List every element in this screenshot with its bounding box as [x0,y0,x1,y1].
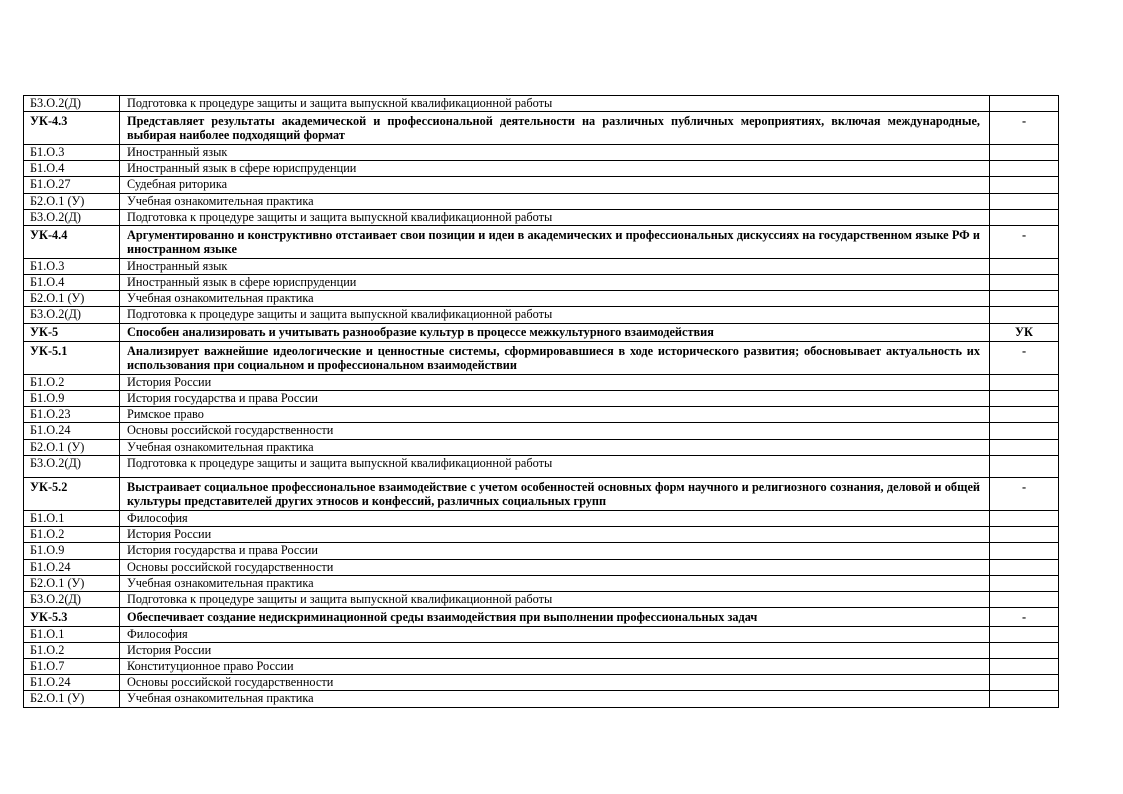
code-cell: Б1.О.24 [24,423,120,439]
code-cell: Б1.О.2 [24,642,120,658]
description-cell: Обеспечивает создание недискриминационной среды взаимодействия при выполнении профессиональных задач [120,608,990,626]
competency-row [24,342,1059,375]
mark-cell [990,675,1059,691]
description-cell: Учебная ознакомительная практика [120,291,990,307]
description-cell: Философия [120,510,990,526]
code-cell: Б3.О.2(Д) [24,455,120,477]
mark-cell [990,543,1059,559]
code-cell: Б1.О.9 [24,543,120,559]
description-cell: Учебная ознакомительная практика [120,691,990,707]
competency-row [24,608,1059,626]
code-cell: Б1.О.3 [24,258,120,274]
description-cell: Римское право [120,407,990,423]
description-cell: Иностранный язык [120,258,990,274]
description-cell: Учебная ознакомительная практика [120,439,990,455]
discipline-row [24,575,1059,591]
description-cell: История России [120,527,990,543]
mark-cell [990,275,1059,291]
description-cell: Подготовка к процедуре защиты и защита выпускной квалификационной работы [120,96,990,112]
discipline-row [24,96,1059,112]
description-cell: Иностранный язык [120,145,990,161]
discipline-row [24,559,1059,575]
mark-cell [990,209,1059,225]
mark-cell [990,559,1059,575]
description-cell: Основы российской государственности [120,559,990,575]
description-cell: Иностранный язык в сфере юриспруденции [120,161,990,177]
code-cell: Б1.О.4 [24,161,120,177]
code-cell: Б1.О.2 [24,374,120,390]
mark-cell [990,658,1059,674]
discipline-row [24,193,1059,209]
discipline-row [24,177,1059,193]
mark-cell [990,193,1059,209]
description-cell: Учебная ознакомительная практика [120,193,990,209]
description-cell: Подготовка к процедуре защиты и защита выпускной квалификационной работы [120,209,990,225]
mark-cell [990,407,1059,423]
code-cell: Б1.О.1 [24,626,120,642]
mark-cell: - [990,112,1059,145]
description-cell: Судебная риторика [120,177,990,193]
description-cell: Представляет результаты академической и профессиональной деятельности на различных публичных мероприятиях, включая международные, выбирая наиболее подходящий формат [120,112,990,145]
discipline-row [24,675,1059,691]
mark-cell [990,391,1059,407]
mark-cell: УК [990,323,1059,341]
mark-cell: - [990,608,1059,626]
discipline-row [24,291,1059,307]
mark-cell [990,161,1059,177]
description-cell: История государства и права России [120,391,990,407]
description-cell: История России [120,374,990,390]
code-cell: Б2.О.1 (У) [24,193,120,209]
code-cell: УК-5 [24,323,120,341]
code-cell: Б1.О.3 [24,145,120,161]
code-cell: УК-5.2 [24,478,120,511]
mark-cell [990,374,1059,390]
mark-cell [990,510,1059,526]
code-cell: Б1.О.1 [24,510,120,526]
discipline-row [24,658,1059,674]
code-cell: Б1.О.24 [24,559,120,575]
discipline-row [24,145,1059,161]
mark-cell [990,291,1059,307]
code-cell: Б1.О.24 [24,675,120,691]
description-cell: Иностранный язык в сфере юриспруденции [120,275,990,291]
discipline-row [24,275,1059,291]
mark-cell [990,642,1059,658]
description-cell: Анализирует важнейшие идеологические и ценностные системы, сформировавшиеся в ходе исторического развития; обосновывает актуальность их использования при социальном и профессиональном взаимодействии [120,342,990,375]
description-cell: История России [120,642,990,658]
discipline-row [24,543,1059,559]
code-cell: Б1.О.23 [24,407,120,423]
mark-cell [990,258,1059,274]
code-cell: Б1.О.2 [24,527,120,543]
discipline-row [24,374,1059,390]
mark-cell: - [990,226,1059,259]
description-cell: Конституционное право России [120,658,990,674]
mark-cell [990,626,1059,642]
discipline-row [24,407,1059,423]
mark-cell [990,439,1059,455]
competency-row [24,226,1059,259]
mark-cell [990,691,1059,707]
competency-table [23,95,1059,708]
mark-cell [990,307,1059,323]
description-cell: Философия [120,626,990,642]
description-cell: Подготовка к процедуре защиты и защита выпускной квалификационной работы [120,455,990,477]
description-cell: Основы российской государственности [120,675,990,691]
discipline-row [24,391,1059,407]
description-cell: Аргументированно и конструктивно отстаивает свои позиции и идеи в академических и профессиональных дискуссиях на государственном языке РФ и иностранном языке [120,226,990,259]
mark-cell [990,96,1059,112]
discipline-row [24,455,1059,477]
competency-table-body [24,96,1059,708]
discipline-row [24,626,1059,642]
discipline-row [24,510,1059,526]
code-cell: Б3.О.2(Д) [24,307,120,323]
code-cell: Б2.О.1 (У) [24,575,120,591]
discipline-row [24,258,1059,274]
mark-cell [990,177,1059,193]
description-cell: Основы российской государственности [120,423,990,439]
code-cell: УК-5.3 [24,608,120,626]
code-cell: Б1.О.4 [24,275,120,291]
code-cell: Б3.О.2(Д) [24,96,120,112]
discipline-row [24,591,1059,607]
mark-cell [990,455,1059,477]
code-cell: УК-5.1 [24,342,120,375]
description-cell: Подготовка к процедуре защиты и защита выпускной квалификационной работы [120,591,990,607]
code-cell: УК-4.4 [24,226,120,259]
discipline-row [24,527,1059,543]
code-cell: Б2.О.1 (У) [24,691,120,707]
mark-cell: - [990,342,1059,375]
mark-cell [990,145,1059,161]
discipline-row [24,439,1059,455]
discipline-row [24,209,1059,225]
code-cell: УК-4.3 [24,112,120,145]
discipline-row [24,423,1059,439]
code-cell: Б1.О.9 [24,391,120,407]
code-cell: Б3.О.2(Д) [24,209,120,225]
competency-row [24,323,1059,341]
discipline-row [24,691,1059,707]
discipline-row [24,307,1059,323]
discipline-row [24,161,1059,177]
description-cell: Подготовка к процедуре защиты и защита выпускной квалификационной работы [120,307,990,323]
description-cell: История государства и права России [120,543,990,559]
mark-cell [990,591,1059,607]
description-cell: Учебная ознакомительная практика [120,575,990,591]
description-cell: Выстраивает социальное профессиональное взаимодействие с учетом особенностей основных форм научного и религиозного сознания, деловой и общей культуры представителей других этносов и конфессий, различных социальных групп [120,478,990,511]
code-cell: Б2.О.1 (У) [24,439,120,455]
mark-cell [990,423,1059,439]
discipline-row [24,642,1059,658]
competency-row [24,478,1059,511]
mark-cell [990,527,1059,543]
mark-cell [990,575,1059,591]
mark-cell: - [990,478,1059,511]
code-cell: Б1.О.27 [24,177,120,193]
code-cell: Б1.О.7 [24,658,120,674]
code-cell: Б2.О.1 (У) [24,291,120,307]
code-cell: Б3.О.2(Д) [24,591,120,607]
description-cell: Способен анализировать и учитывать разнообразие культур в процессе межкультурного взаимодействия [120,323,990,341]
competency-row [24,112,1059,145]
